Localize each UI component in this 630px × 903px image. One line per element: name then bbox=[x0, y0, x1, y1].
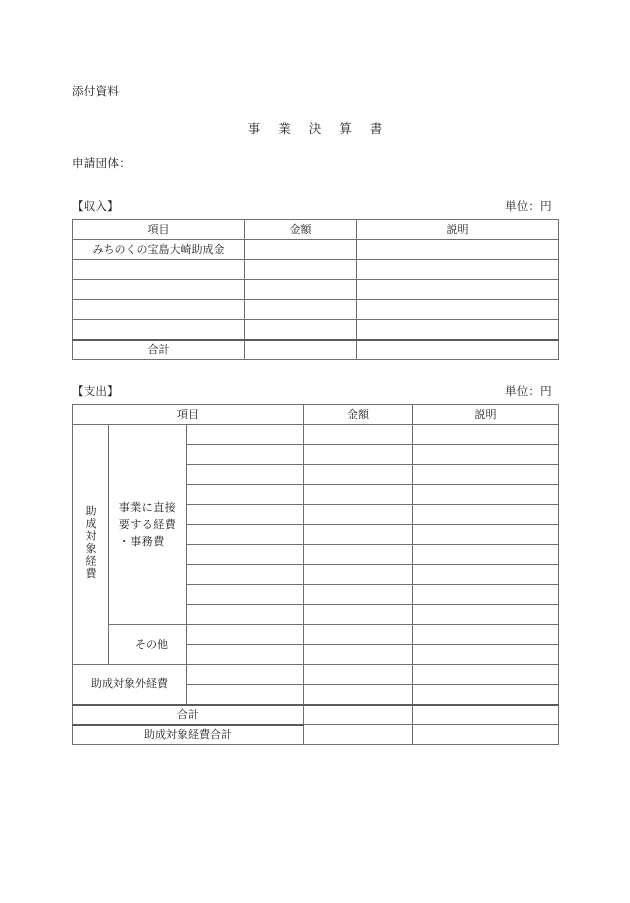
expense-item-cell[interactable] bbox=[187, 505, 304, 525]
income-amount-cell[interactable] bbox=[245, 240, 357, 260]
expense-description-cell[interactable] bbox=[413, 665, 559, 685]
expense-table-header-row bbox=[73, 405, 559, 425]
expense-item-cell[interactable] bbox=[187, 585, 304, 605]
expense-description-cell[interactable] bbox=[413, 445, 559, 465]
expense-group-label-text: 助成対象経費 bbox=[84, 505, 97, 581]
expense-group-label-non-subsidy-target: 助成対象外経費 bbox=[73, 665, 187, 705]
expense-amount-cell[interactable] bbox=[304, 505, 413, 525]
expense-amount-cell[interactable] bbox=[304, 465, 413, 485]
expense-amount-cell[interactable] bbox=[304, 585, 413, 605]
table-row bbox=[73, 280, 559, 300]
expense-amount-cell[interactable] bbox=[304, 645, 413, 665]
income-item-cell[interactable] bbox=[73, 300, 245, 320]
income-total-amount[interactable] bbox=[245, 340, 357, 360]
expense-description-cell[interactable] bbox=[413, 465, 559, 485]
expense-item-cell[interactable] bbox=[187, 605, 304, 625]
table-row bbox=[73, 425, 559, 445]
income-description-cell[interactable] bbox=[357, 280, 559, 300]
expense-subsidy-total-amount[interactable] bbox=[304, 725, 413, 745]
expense-header-amount: 金額 bbox=[304, 405, 413, 425]
expense-item-cell[interactable] bbox=[187, 465, 304, 485]
expense-item-cell[interactable] bbox=[187, 445, 304, 465]
expense-header-description: 説明 bbox=[413, 405, 559, 425]
table-row bbox=[73, 625, 559, 645]
income-total-row bbox=[73, 340, 559, 360]
expense-amount-cell[interactable] bbox=[304, 445, 413, 465]
expense-subgroup-label-line: 要する経費 bbox=[118, 517, 177, 531]
expense-amount-cell[interactable] bbox=[304, 605, 413, 625]
expense-unit-label: 単位：円 bbox=[505, 384, 552, 398]
expense-subgroup-label-direct-cost bbox=[109, 425, 187, 625]
expense-description-cell[interactable] bbox=[413, 585, 559, 605]
expense-amount-cell[interactable] bbox=[304, 425, 413, 445]
expense-description-cell[interactable] bbox=[413, 565, 559, 585]
expense-item-cell[interactable] bbox=[187, 425, 304, 445]
income-header-amount: 金額 bbox=[245, 220, 357, 240]
expense-amount-cell[interactable] bbox=[304, 485, 413, 505]
expense-total-amount[interactable] bbox=[304, 705, 413, 725]
expense-description-cell[interactable] bbox=[413, 625, 559, 645]
expense-section-label: 【支出】 bbox=[72, 384, 119, 398]
expense-amount-cell[interactable] bbox=[304, 545, 413, 565]
expense-description-cell[interactable] bbox=[413, 425, 559, 445]
expense-amount-cell[interactable] bbox=[304, 525, 413, 545]
expense-description-cell[interactable] bbox=[413, 485, 559, 505]
income-table-header-row bbox=[73, 220, 559, 240]
income-amount-cell[interactable] bbox=[245, 260, 357, 280]
table-row bbox=[73, 300, 559, 320]
expense-item-cell[interactable] bbox=[187, 545, 304, 565]
expense-item-cell[interactable] bbox=[187, 485, 304, 505]
expense-amount-cell[interactable] bbox=[304, 625, 413, 645]
expense-amount-cell[interactable] bbox=[304, 665, 413, 685]
income-item-cell[interactable]: みちのくの宝島大崎助成金 bbox=[73, 240, 245, 260]
income-unit-label: 単位：円 bbox=[505, 199, 552, 213]
income-item-cell[interactable] bbox=[73, 260, 245, 280]
expense-item-cell[interactable] bbox=[187, 645, 304, 665]
income-amount-cell[interactable] bbox=[245, 280, 357, 300]
expense-item-cell[interactable] bbox=[187, 625, 304, 645]
expense-subsidy-total-label: 助成対象経費合計 bbox=[73, 725, 304, 745]
expense-item-cell[interactable] bbox=[187, 565, 304, 585]
table-row bbox=[73, 320, 559, 340]
income-header-item: 項目 bbox=[73, 220, 245, 240]
table-row bbox=[73, 260, 559, 280]
income-total-description[interactable] bbox=[357, 340, 559, 360]
income-total-label: 合計 bbox=[73, 340, 245, 360]
income-description-cell[interactable] bbox=[357, 240, 559, 260]
income-amount-cell[interactable] bbox=[245, 320, 357, 340]
income-item-cell[interactable] bbox=[73, 320, 245, 340]
income-table bbox=[72, 219, 559, 360]
expense-subsidy-total-row bbox=[73, 725, 559, 745]
income-section-label: 【収入】 bbox=[72, 199, 119, 213]
expense-description-cell[interactable] bbox=[413, 605, 559, 625]
expense-subgroup-label-line: ・事務費 bbox=[118, 535, 165, 549]
attachment-label: 添付資料 bbox=[72, 84, 120, 98]
expense-total-row bbox=[73, 705, 559, 725]
expense-subsidy-total-description[interactable] bbox=[413, 725, 559, 745]
expense-description-cell[interactable] bbox=[413, 685, 559, 705]
expense-description-cell[interactable] bbox=[413, 505, 559, 525]
income-header-description: 説明 bbox=[357, 220, 559, 240]
applicant-field-label: 申請団体： bbox=[72, 156, 131, 170]
expense-subgroup-label-other: その他 bbox=[109, 625, 187, 665]
expense-total-label: 合計 bbox=[73, 705, 304, 725]
expense-item-cell[interactable] bbox=[187, 525, 304, 545]
expense-total-description[interactable] bbox=[413, 705, 559, 725]
income-description-cell[interactable] bbox=[357, 260, 559, 280]
expense-amount-cell[interactable] bbox=[304, 685, 413, 705]
expense-header-item: 項目 bbox=[73, 405, 304, 425]
income-description-cell[interactable] bbox=[357, 300, 559, 320]
expense-description-cell[interactable] bbox=[413, 645, 559, 665]
income-item-cell[interactable] bbox=[73, 280, 245, 300]
expense-subgroup-label-line: 事業に直接 bbox=[118, 500, 177, 514]
expense-description-cell[interactable] bbox=[413, 525, 559, 545]
table-row bbox=[73, 665, 559, 685]
expense-amount-cell[interactable] bbox=[304, 565, 413, 585]
expense-table bbox=[72, 404, 559, 745]
income-amount-cell[interactable] bbox=[245, 300, 357, 320]
expense-description-cell[interactable] bbox=[413, 545, 559, 565]
page-title: 事 業 決 算 書 bbox=[247, 121, 390, 136]
income-description-cell[interactable] bbox=[357, 320, 559, 340]
expense-group-label-subsidy-target bbox=[73, 425, 109, 665]
expense-item-cell[interactable] bbox=[187, 665, 304, 685]
table-row bbox=[73, 240, 559, 260]
expense-item-cell[interactable] bbox=[187, 685, 304, 705]
